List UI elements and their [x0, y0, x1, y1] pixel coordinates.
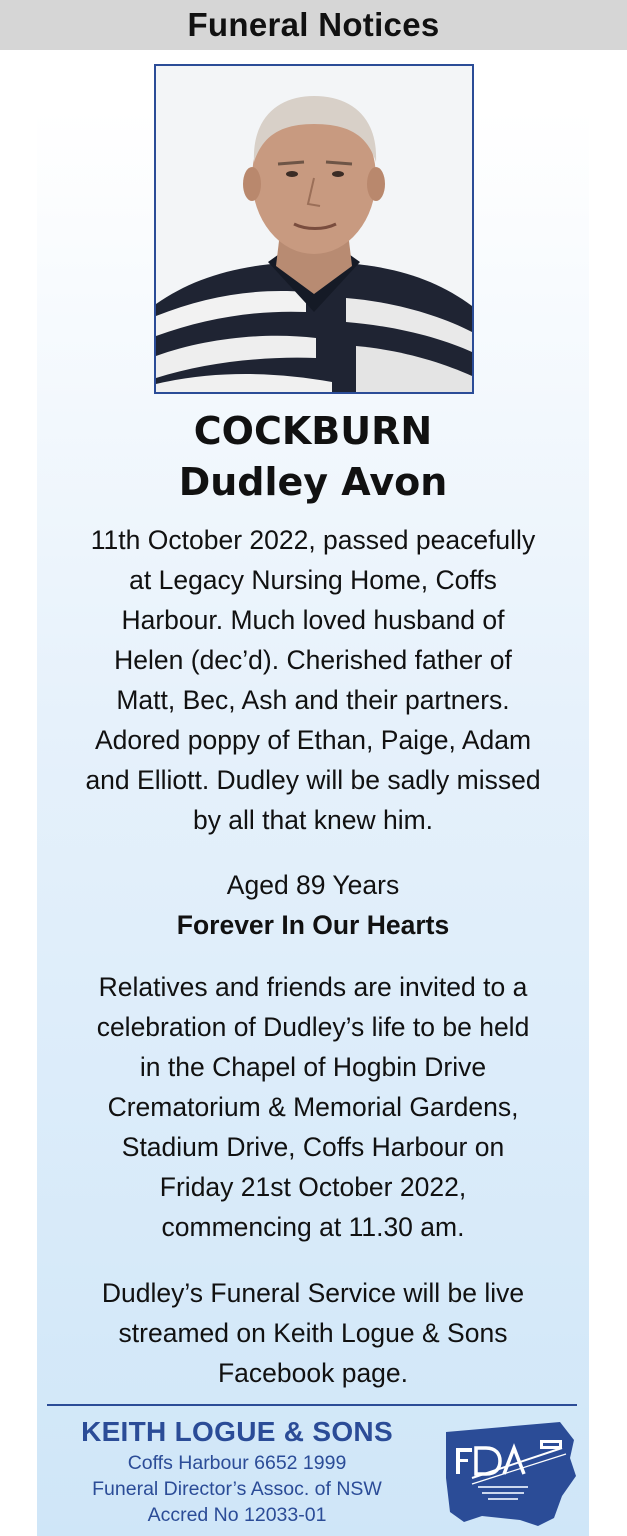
text-line: streamed on Keith Logue & Sons	[118, 1318, 508, 1348]
deceased-surname: COCKBURN	[193, 409, 433, 453]
age-line: Aged 89 Years	[226, 870, 400, 900]
text-line: by all that knew him.	[192, 805, 434, 835]
company-name: KEITH LOGUE & SONS	[81, 1416, 393, 1447]
livestream-paragraph	[47, 1273, 579, 1393]
text-line: 11th October 2022, passed peacefully	[90, 525, 536, 555]
fda-nsw-map-logo	[442, 1418, 580, 1530]
service-details-paragraph	[47, 967, 579, 1247]
portrait-photo	[154, 64, 474, 394]
death-announcement-paragraph	[47, 520, 579, 840]
text-line: Adored poppy of Ethan, Paige, Adam	[94, 725, 532, 755]
text-line: in the Chapel of Hogbin Drive	[139, 1052, 487, 1082]
text-line: Dudley’s Funeral Service will be live	[101, 1278, 525, 1308]
accreditation-line: Accred No 12033-01	[147, 1504, 327, 1526]
text-line: Stadium Drive, Coffs Harbour on	[121, 1132, 505, 1162]
text-line: Harbour. Much loved husband of	[121, 605, 505, 635]
text-line: Matt, Bec, Ash and their partners.	[116, 685, 510, 715]
text-line: commencing at 11.30 am.	[161, 1212, 465, 1242]
text-line: Crematorium & Memorial Gardens,	[107, 1092, 519, 1122]
page-title: Funeral Notices	[187, 6, 440, 43]
text-line: Facebook page.	[217, 1358, 409, 1388]
tribute-line: Forever In Our Hearts	[176, 910, 450, 940]
footer-divider	[47, 1404, 577, 1406]
text-line: Helen (dec’d). Cherished father of	[114, 645, 512, 675]
text-line: celebration of Dudley’s life to be held	[96, 1012, 530, 1042]
text-line: Friday 21st October 2022,	[159, 1172, 467, 1202]
text-line: and Elliott. Dudley will be sadly missed	[85, 765, 541, 795]
phone-line: Coffs Harbour 6652 1999	[127, 1452, 347, 1474]
funeral-director-details	[47, 1414, 427, 1528]
association-line: Funeral Director’s Assoc. of NSW	[92, 1478, 382, 1500]
deceased-given-names: Dudley Avon	[178, 460, 448, 504]
text-line: Relatives and friends are invited to a	[98, 972, 528, 1002]
text-line: at Legacy Nursing Home, Coffs	[129, 565, 497, 595]
header-bar	[0, 0, 627, 50]
